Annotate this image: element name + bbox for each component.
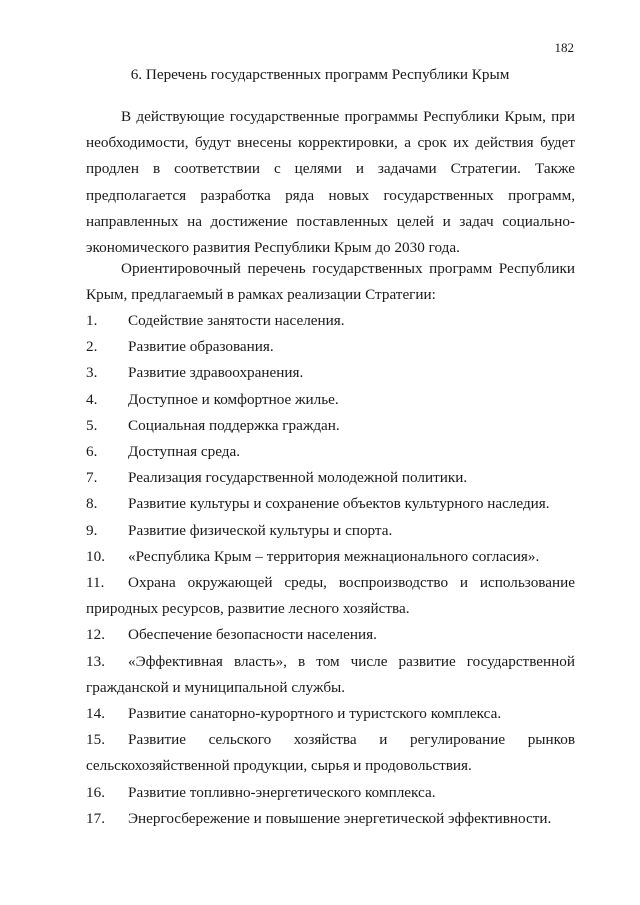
list-item-number: 10. bbox=[86, 547, 105, 565]
list-item bbox=[86, 544, 575, 570]
list-item bbox=[86, 491, 575, 517]
list-item-text: Обеспечение безопасности населения. bbox=[128, 626, 377, 644]
list-item-number: 14. bbox=[86, 705, 105, 723]
list-item-number: 7. bbox=[86, 469, 98, 487]
list-item bbox=[86, 780, 575, 806]
list-item-number: 2. bbox=[86, 338, 98, 356]
list-item bbox=[86, 360, 575, 386]
program-list bbox=[86, 308, 575, 832]
list-item-text: Развитие санаторно-курортного и туристского комплекса. bbox=[128, 705, 502, 723]
list-item-number: 9. bbox=[86, 521, 98, 539]
paragraph: В действующие государственные программы Республики Крым, при необходимости, будут внесены корректировки, а срок их действия будет продлен в соответствии с целями и задачами Стратегии. Также предполагается разработка ряда новых государственных программ, направленных на достижение поставленных целей и задач социально-экономического развития Республики Крым до 2030 года. bbox=[86, 108, 575, 257]
list-item-number: 17. bbox=[86, 809, 105, 827]
list-item-number: 13. bbox=[86, 652, 105, 670]
list-item-text: Энергосбережение и повышение энергетической эффективности. bbox=[128, 809, 552, 827]
list-item bbox=[86, 806, 575, 832]
list-item-number: 5. bbox=[86, 416, 98, 434]
list-item-text: Развитие физической культуры и спорта. bbox=[128, 521, 393, 539]
page-number: 182 bbox=[554, 40, 574, 55]
list-item-text: Развитие образования. bbox=[128, 338, 274, 356]
list-item-text: Развитие топливно-энергетического комплекса. bbox=[128, 783, 436, 801]
list-item-number: 11. bbox=[86, 574, 105, 592]
list-item-text: Развитие культуры и сохранение объектов культурного наследия. bbox=[128, 495, 550, 513]
list-item-number: 12. bbox=[86, 626, 105, 644]
section-heading: 6. Перечень государственных программ Республики Крым bbox=[130, 66, 510, 83]
list-item-text: Доступная среда. bbox=[128, 443, 241, 461]
list-item-text: «Эффективная власть», в том числе развитие государственной гражданской и муниципальной службы. bbox=[86, 652, 575, 696]
list-item-text: Охрана окружающей среды, воспроизводство и использование природных ресурсов, развитие лесного хозяйства. bbox=[86, 574, 575, 618]
list-item bbox=[86, 649, 575, 701]
list-item-text: Развитие сельского хозяйства и регулирование рынков сельскохозяйственной продукции, сырья и продовольствия. bbox=[86, 731, 575, 775]
list-item-number: 16. bbox=[86, 783, 105, 801]
list-item bbox=[86, 387, 575, 413]
list-item bbox=[86, 570, 575, 622]
list-item-number: 1. bbox=[86, 312, 98, 329]
list-item-text: Реализация государственной молодежной политики. bbox=[128, 469, 468, 487]
list-item-text: Доступное и комфортное жилье. bbox=[128, 390, 339, 408]
list-item bbox=[86, 727, 575, 779]
list-item-number: 4. bbox=[86, 390, 98, 408]
list-item bbox=[86, 413, 575, 439]
paragraph: Ориентировочный перечень государственных программ Республики Крым, предлагаемый в рамках реализации Стратегии: bbox=[86, 260, 575, 304]
list-item-number: 6. bbox=[86, 443, 98, 461]
list-item-number: 15. bbox=[86, 731, 105, 749]
list-item-number: 8. bbox=[86, 495, 98, 513]
list-item-text: Социальная поддержка граждан. bbox=[128, 416, 340, 434]
list-item bbox=[86, 465, 575, 491]
list-item bbox=[86, 308, 575, 334]
list-item bbox=[86, 622, 575, 648]
list-item-text: Содействие занятости населения. bbox=[128, 312, 345, 329]
list-item bbox=[86, 701, 575, 727]
list-item-number: 3. bbox=[86, 364, 98, 382]
list-item bbox=[86, 518, 575, 544]
list-item-text: «Республика Крым – территория межнационального согласия». bbox=[128, 547, 540, 565]
list-item bbox=[86, 334, 575, 360]
list-item-text: Развитие здравоохранения. bbox=[128, 364, 304, 382]
list-item bbox=[86, 439, 575, 465]
